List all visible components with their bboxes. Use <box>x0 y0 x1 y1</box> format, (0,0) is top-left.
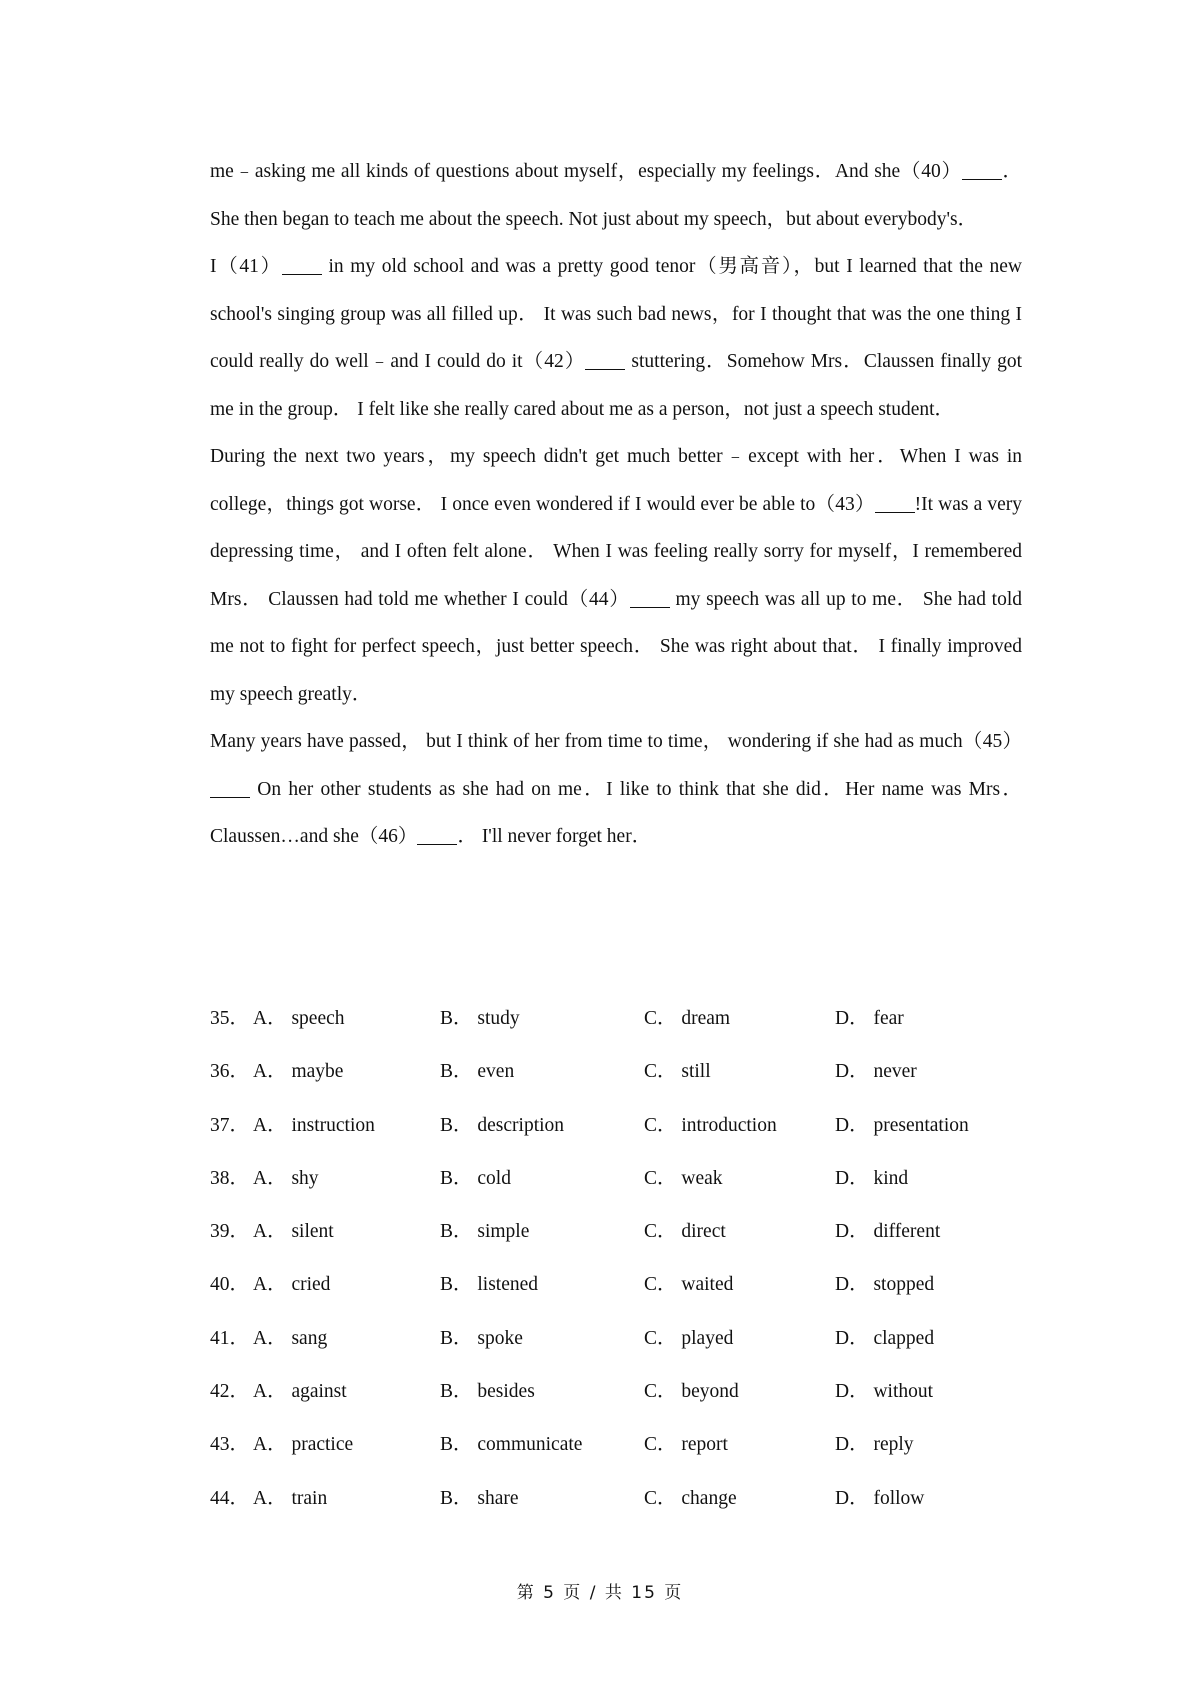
blank-45 <box>210 779 250 798</box>
paragraph-2 <box>210 243 1022 433</box>
paragraph-text: stuttering．Somehow Mrs．Claussen finally got me in the group． I felt like she really cared about me as a person，not just a speech student． <box>210 351 1022 420</box>
option-a: A． maybe <box>253 1061 344 1083</box>
option-b: B． even <box>440 1061 515 1083</box>
paragraph-text: !It was a very depressing time， and I often felt alone． When I was feeling really sorry for myself，I remembered Mrs． Claussen had told me whether I could（44） <box>210 493 1022 610</box>
option-row-36 <box>210 1055 1022 1108</box>
paragraph-text: ．She then began to teach me about the speech. Not just about my speech，but about everybody's． <box>210 161 1022 230</box>
blank-41 <box>282 256 322 275</box>
option-a: A． against <box>253 1381 347 1403</box>
question-number: 36． <box>210 1061 250 1083</box>
paragraph-4 <box>210 718 1022 861</box>
paragraph-text: On her other students as she had on me．I like to think that she did．Her name was Mrs． Claussen…and she（46） <box>210 778 1022 847</box>
option-d: D． without <box>835 1381 934 1403</box>
option-a: A． sang <box>253 1327 328 1349</box>
paragraph-1 <box>210 148 1022 243</box>
option-c: C． change <box>644 1487 737 1509</box>
question-number: 44． <box>210 1487 250 1509</box>
option-b: B． spoke <box>440 1327 523 1349</box>
option-d: D． follow <box>835 1487 925 1509</box>
option-row-39 <box>210 1215 1022 1268</box>
blank-44 <box>630 589 670 608</box>
option-d: D． fear <box>835 1008 904 1029</box>
option-d: D． clapped <box>835 1327 935 1349</box>
question-number: 43． <box>210 1434 250 1456</box>
option-b: B． besides <box>440 1381 535 1403</box>
option-row-43 <box>210 1428 1022 1481</box>
option-row-38 <box>210 1162 1022 1215</box>
option-a: A． cried <box>253 1274 331 1296</box>
option-row-35 <box>210 1002 1022 1055</box>
paragraph-text: in my old school and was a pretty good tenor（男高音），but I learned that the new school's singing group was all filled up． It was such bad news，for I thought that was the one thing I could really do well﹣and I could do it（42） <box>210 256 1022 372</box>
question-number: 39． <box>210 1221 250 1243</box>
option-c: C． direct <box>644 1221 726 1243</box>
option-row-42 <box>210 1375 1022 1428</box>
option-c: C． introduction <box>644 1114 777 1136</box>
option-d: D． different <box>835 1221 941 1243</box>
blank-40 <box>962 161 1002 180</box>
blank-46 <box>417 826 457 845</box>
option-d: D． kind <box>835 1167 909 1189</box>
option-a: A． speech <box>253 1008 345 1029</box>
option-row-40 <box>210 1268 1022 1321</box>
option-b: B． study <box>440 1008 520 1029</box>
option-a: A． silent <box>253 1221 334 1243</box>
paragraph-3 <box>210 433 1022 718</box>
option-c: C． beyond <box>644 1381 739 1403</box>
option-c: C． played <box>644 1327 734 1349</box>
blank-42 <box>585 351 625 370</box>
option-c: C． waited <box>644 1274 734 1296</box>
option-c: C． still <box>644 1061 711 1083</box>
option-c: C． report <box>644 1434 728 1456</box>
question-number: 37． <box>210 1114 250 1136</box>
question-number: 35． <box>210 1008 250 1029</box>
question-number: 38． <box>210 1167 250 1189</box>
page-footer: 第 5 页 / 共 15 页 <box>516 1583 684 1603</box>
question-number: 41． <box>210 1327 250 1349</box>
blank-43 <box>875 494 915 513</box>
question-number: 40． <box>210 1274 250 1296</box>
option-row-41 <box>210 1322 1022 1375</box>
option-a: A． train <box>253 1487 328 1509</box>
option-b: B． simple <box>440 1221 530 1243</box>
paragraph-text: me﹣asking me all kinds of questions about myself，especially my feelings．And she（40） <box>210 161 962 182</box>
option-a: A． instruction <box>253 1114 375 1136</box>
option-row-37 <box>210 1109 1022 1162</box>
option-d: D． never <box>835 1061 917 1083</box>
question-number: 42． <box>210 1381 250 1403</box>
option-a: A． practice <box>253 1434 354 1456</box>
option-a: A． shy <box>253 1167 319 1189</box>
paragraph-text: I（41） <box>210 256 282 277</box>
paragraph-text: my speech was all up to me． She had told me not to fight for perfect speech，just better speech． She was right about that． I finally improved my speech greatly． <box>210 588 1023 705</box>
option-c: C． weak <box>644 1167 723 1189</box>
option-row-44 <box>210 1482 1022 1535</box>
option-d: D． reply <box>835 1434 914 1456</box>
option-c: C． dream <box>644 1008 731 1029</box>
option-b: B． communicate <box>440 1434 583 1456</box>
option-d: D． stopped <box>835 1274 935 1296</box>
answer-options <box>210 1002 1022 1535</box>
paragraph-text: During the next two years，my speech didn't get much better﹣except with her．When I was in college，things got worse． I once even wondered if I would ever be able to（43） <box>210 446 1022 515</box>
option-d: D． presentation <box>835 1114 969 1136</box>
paragraph-text: Many years have passed， but I think of her from time to time， wondering if she had as much（45） <box>210 731 1022 752</box>
paragraph-text: ． I'll never forget her． <box>457 826 652 847</box>
option-b: B． share <box>440 1487 519 1509</box>
option-b: B． cold <box>440 1167 511 1189</box>
option-b: B． listened <box>440 1274 539 1296</box>
passage <box>210 148 1022 861</box>
option-b: B． description <box>440 1114 565 1136</box>
